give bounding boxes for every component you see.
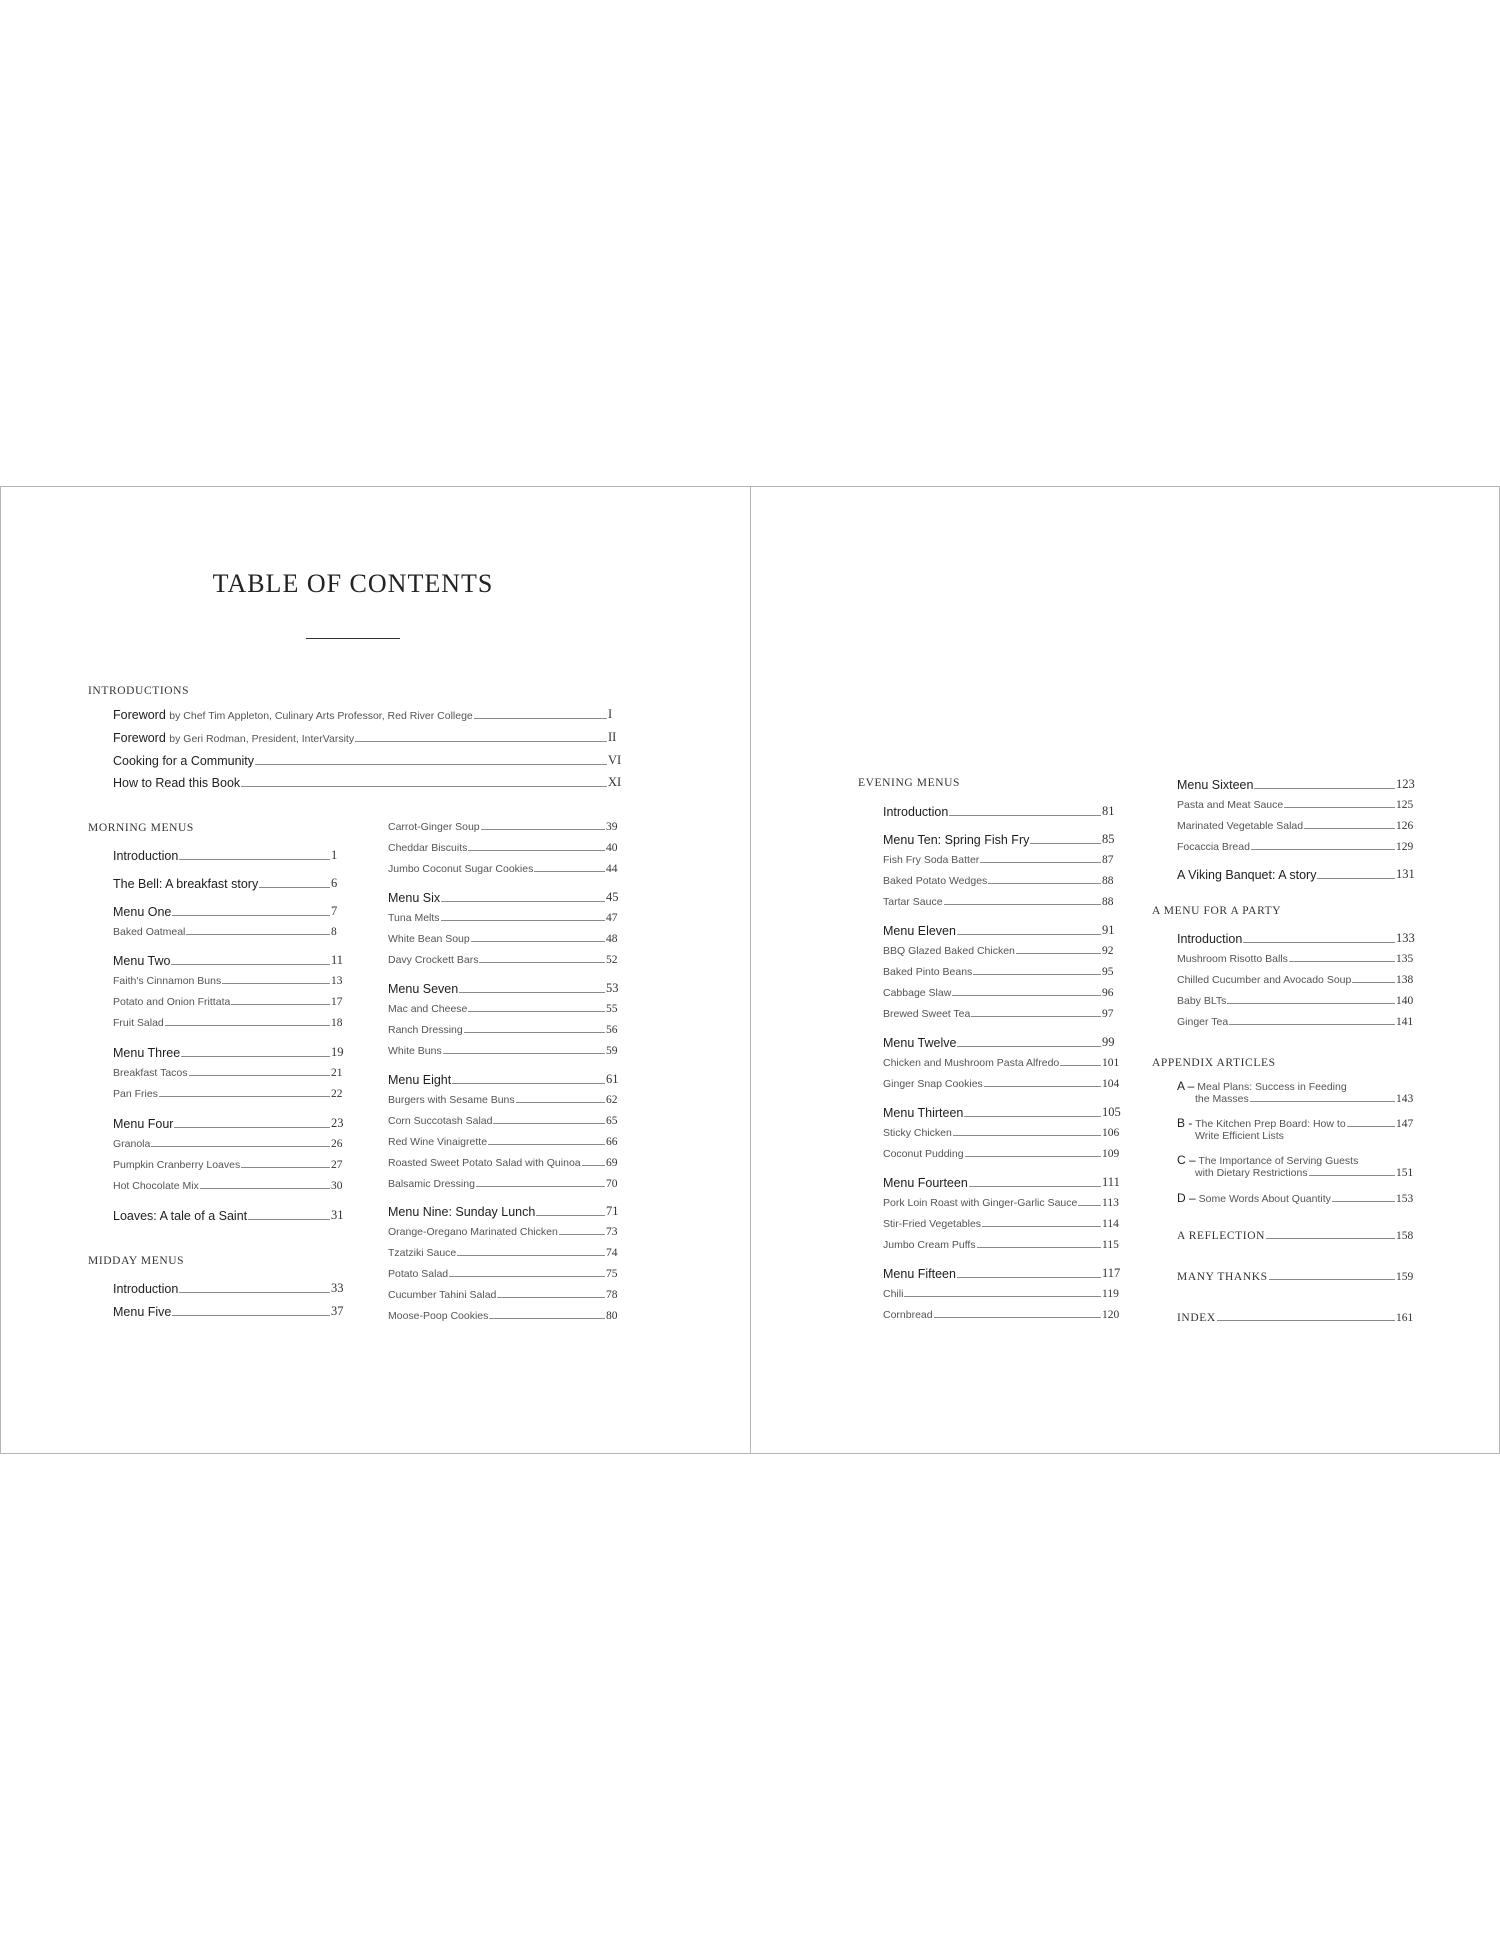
toc-page-number: 133	[1396, 931, 1415, 945]
toc-page-number: 158	[1396, 1230, 1414, 1242]
toc-page-number: 140	[1396, 995, 1414, 1007]
dot-leader	[449, 1276, 605, 1277]
toc-page-number: 95	[1102, 966, 1114, 978]
dot-leader	[1309, 1175, 1395, 1176]
toc-entry[interactable]: Burgers with Sesame Buns 62	[388, 1094, 618, 1106]
toc-page-number: 70	[606, 1178, 618, 1190]
toc-page-number: 109	[1102, 1148, 1120, 1160]
toc-entry[interactable]: Tzatziki Sauce 74	[388, 1247, 618, 1259]
toc-entry[interactable]: Orange-Oregano Marinated Chicken 73	[388, 1226, 618, 1238]
toc-entry[interactable]: Balsamic Dressing 70	[388, 1178, 618, 1190]
toc-entry[interactable]: Red Wine Vinaigrette 66	[388, 1136, 618, 1148]
toc-page-number: 21	[331, 1067, 343, 1079]
toc-entry[interactable]: Focaccia Bread 129	[1177, 841, 1414, 853]
toc-page-number: 101	[1102, 1057, 1120, 1069]
toc-entry[interactable]: Chicken and Mushroom Pasta Alfredo 101	[883, 1057, 1120, 1069]
dot-leader	[1289, 961, 1395, 962]
toc-page-number: 23	[331, 1116, 344, 1130]
toc-page-number: 161	[1396, 1312, 1414, 1324]
section-heading-introductions: INTRODUCTIONS	[88, 685, 190, 697]
toc-page-number: II	[608, 730, 617, 744]
toc-page-number: 141	[1396, 1016, 1414, 1028]
toc-entry[interactable]: Menu Fourteen 111	[883, 1175, 1120, 1190]
toc-page-number: 71	[606, 1204, 619, 1218]
toc-entry[interactable]: Chili 119	[883, 1288, 1119, 1300]
dot-leader	[468, 850, 605, 851]
dot-leader	[165, 1025, 330, 1026]
dot-leader	[441, 901, 605, 902]
toc-entry[interactable]: Pork Loin Roast with Ginger-Garlic Sauce 113	[883, 1197, 1119, 1209]
toc-entry[interactable]: Menu Six 45	[388, 890, 619, 905]
toc-entry[interactable]: Hot Chocolate Mix 30	[113, 1180, 343, 1192]
toc-entry-index[interactable]: INDEX 161	[1177, 1312, 1414, 1324]
dot-leader	[174, 1127, 330, 1128]
toc-page-number: 30	[331, 1180, 343, 1192]
dot-leader	[355, 741, 607, 742]
dot-leader	[441, 920, 605, 921]
left-page	[0, 486, 751, 1454]
dot-leader	[973, 974, 1101, 975]
toc-entry[interactable]: Ranch Dressing 56	[388, 1024, 618, 1036]
toc-page-number: VI	[608, 753, 622, 767]
toc-page-number: 39	[606, 821, 618, 833]
dot-leader	[481, 829, 605, 830]
toc-entry[interactable]: Brewed Sweet Tea 97	[883, 1008, 1120, 1020]
toc-page-number: 26	[331, 1138, 343, 1150]
toc-entry[interactable]: Ginger Tea 141	[1177, 1016, 1414, 1028]
toc-page-number: 129	[1396, 841, 1414, 853]
dot-leader	[479, 962, 605, 963]
dot-leader	[241, 786, 607, 787]
toc-entry[interactable]: Coconut Pudding 109	[883, 1148, 1120, 1160]
dot-leader	[1016, 953, 1101, 954]
toc-page-number: 73	[606, 1226, 618, 1238]
dot-leader	[171, 964, 330, 965]
dot-leader	[1332, 1201, 1395, 1202]
toc-entry[interactable]: Menu Five 37	[113, 1304, 344, 1319]
dot-leader	[1250, 1101, 1395, 1102]
appendix-entry[interactable]: A – Meal Plans: Success in Feeding the Masses 143	[1177, 1079, 1414, 1105]
toc-entry[interactable]: Jumbo Cream Puffs 115	[883, 1239, 1119, 1251]
toc-entry[interactable]: Fish Fry Soda Batter 87	[883, 854, 1120, 866]
toc-page-number: 91	[1102, 923, 1115, 937]
dot-leader	[1352, 982, 1395, 983]
toc-entry[interactable]: Introduction 133	[1177, 931, 1415, 946]
toc-page-number: 138	[1396, 974, 1414, 986]
toc-entry[interactable]: Tartar Sauce 88	[883, 896, 1120, 908]
dot-leader	[457, 1255, 605, 1256]
toc-page-number: 80	[606, 1310, 618, 1322]
toc-entry[interactable]: Menu Two 11	[113, 953, 344, 968]
toc-page-number: 45	[606, 890, 619, 904]
toc-entry[interactable]: Baked Pinto Beans 95	[883, 966, 1120, 978]
dot-leader	[452, 1083, 605, 1084]
toc-entry[interactable]: Baked Potato Wedges 88	[883, 875, 1120, 887]
dot-leader	[464, 1032, 605, 1033]
toc-entry[interactable]: Menu Fifteen 117	[883, 1266, 1121, 1281]
toc-page-number: 56	[606, 1024, 618, 1036]
toc-entry[interactable]	[113, 753, 622, 768]
toc-entry[interactable]: Menu Four 23	[113, 1116, 344, 1131]
toc-entry[interactable]: Menu Seven 53	[388, 981, 619, 996]
dot-leader	[1317, 878, 1395, 879]
toc-entry[interactable]: Menu Eleven 91	[883, 923, 1120, 938]
toc-entry[interactable]: Chilled Cucumber and Avocado Soup 138	[1177, 974, 1414, 986]
dot-leader	[1269, 1279, 1395, 1280]
dot-leader	[471, 941, 605, 942]
dot-leader	[476, 1186, 605, 1187]
toc-page-number: 111	[1102, 1175, 1120, 1189]
dot-leader	[172, 915, 330, 916]
toc-entry[interactable]: Cornbread 120	[883, 1309, 1120, 1321]
toc-entry[interactable]: Menu Ten: Spring Fish Fry 85	[883, 832, 1120, 847]
toc-page-number: 88	[1102, 896, 1114, 908]
dot-leader	[493, 1123, 605, 1124]
toc-page-number: 69	[606, 1157, 618, 1169]
dot-leader	[1251, 849, 1395, 850]
toc-page-number: 6	[331, 876, 338, 890]
dot-leader	[957, 1046, 1101, 1047]
toc-page-number: 66	[606, 1136, 618, 1148]
dot-leader	[443, 1053, 605, 1054]
dot-leader	[957, 1277, 1101, 1278]
toc-page-number: 105	[1102, 1105, 1121, 1119]
dot-leader	[151, 1146, 330, 1147]
dot-leader	[179, 859, 330, 860]
dot-leader	[172, 1315, 330, 1316]
toc-entry[interactable]: Introduction 33	[113, 1281, 344, 1296]
toc-entry-thanks[interactable]: MANY THANKS 159	[1177, 1271, 1414, 1283]
toc-entry[interactable]: Faith's Cinnamon Buns 13	[113, 975, 343, 987]
right-page	[750, 486, 1500, 1454]
toc-entry[interactable]: Moose-Poop Cookies 80	[388, 1310, 618, 1322]
appendix-entry[interactable]: B - The Kitchen Prep Board: How to 147 Write Efficient Lists	[1177, 1116, 1414, 1142]
toc-entry[interactable]: Jumbo Coconut Sugar Cookies 44	[388, 863, 618, 875]
dot-leader	[971, 1016, 1101, 1017]
dot-leader	[957, 934, 1101, 935]
toc-page-number: XI	[608, 775, 622, 789]
toc-page-number: 126	[1396, 820, 1414, 832]
toc-page-number: 113	[1102, 1197, 1119, 1209]
dot-leader	[980, 862, 1101, 863]
dot-leader	[964, 1116, 1101, 1117]
dot-leader	[982, 1226, 1101, 1227]
toc-entry[interactable]: Menu Three 19	[113, 1045, 344, 1060]
dot-leader	[159, 1096, 330, 1097]
toc-entry[interactable]: White Buns 59	[388, 1045, 618, 1057]
toc-entry[interactable]: Cucumber Tahini Salad 78	[388, 1289, 618, 1301]
dot-leader	[179, 1292, 330, 1293]
dot-leader	[181, 1056, 330, 1057]
toc-page-number: 59	[606, 1045, 618, 1057]
dot-leader	[1229, 1024, 1395, 1025]
toc-entry[interactable]: White Bean Soup 48	[388, 933, 618, 945]
toc-page-number: 22	[331, 1088, 343, 1100]
toc-entry[interactable]: Menu Twelve 99	[883, 1035, 1120, 1050]
dot-leader	[489, 1318, 605, 1319]
toc-entry-title: Foreword by Chef Tim Appleton, Culinary Arts Professor, Red River College	[113, 708, 473, 722]
toc-page-number: 65	[606, 1115, 618, 1127]
dot-leader	[1347, 1126, 1395, 1127]
toc-page-number: 106	[1102, 1127, 1120, 1139]
dot-leader	[1254, 788, 1395, 789]
toc-page-number: 114	[1102, 1218, 1119, 1230]
section-heading-midday: MIDDAY MENUS	[88, 1255, 185, 1267]
toc-entry[interactable]: Fruit Salad 18	[113, 1017, 343, 1029]
toc-page-number: 143	[1396, 1093, 1414, 1105]
toc-entry[interactable]: BBQ Glazed Baked Chicken 92	[883, 945, 1120, 957]
dot-leader	[1284, 807, 1395, 808]
section-heading-morning: MORNING MENUS	[88, 822, 194, 834]
toc-page-number: 18	[331, 1017, 343, 1029]
toc-page-number: 159	[1396, 1271, 1414, 1283]
dot-leader	[248, 1219, 330, 1220]
toc-entry[interactable]: Davy Crockett Bars 52	[388, 954, 618, 966]
toc-entry[interactable]: Menu One 7	[113, 904, 343, 919]
toc-page-number: 135	[1396, 953, 1414, 965]
toc-page-number: 125	[1396, 799, 1414, 811]
dot-leader	[1060, 1065, 1101, 1066]
dot-leader	[222, 983, 330, 984]
dot-leader	[988, 883, 1101, 884]
toc-page-number: 119	[1102, 1288, 1119, 1300]
toc-entry[interactable]: Menu Thirteen 105	[883, 1105, 1121, 1120]
dot-leader	[984, 1086, 1101, 1087]
toc-page-number: 53	[606, 981, 619, 995]
page-title: TABLE OF CONTENTS	[212, 569, 494, 598]
dot-leader	[459, 992, 605, 993]
toc-entry[interactable]: Tuna Melts 47	[388, 912, 618, 924]
toc-page-number: 81	[1102, 804, 1115, 818]
toc-entry[interactable]: Menu Sixteen 123	[1177, 777, 1415, 792]
toc-entry[interactable]: Introduction 1	[113, 848, 343, 863]
toc-page-number: 120	[1102, 1309, 1120, 1321]
toc-page-number: 88	[1102, 875, 1114, 887]
toc-entry-reflection[interactable]: A REFLECTION 158	[1177, 1230, 1414, 1242]
toc-page-number: 44	[606, 863, 618, 875]
toc-page-number: 96	[1102, 987, 1114, 999]
toc-entry[interactable]	[113, 730, 618, 745]
dot-leader	[186, 934, 330, 935]
toc-page-number: 104	[1102, 1078, 1120, 1090]
dot-leader	[497, 1297, 605, 1298]
dot-leader	[1030, 843, 1101, 844]
appendix-entry[interactable]: D – Some Words About Quantity 153	[1177, 1191, 1414, 1205]
toc-page-number: I	[608, 707, 613, 721]
toc-entry[interactable]: Pumpkin Cranberry Loaves 27	[113, 1159, 343, 1171]
dot-leader	[1243, 942, 1395, 943]
dot-leader	[241, 1167, 330, 1168]
toc-entry[interactable]: Carrot-Ginger Soup 39	[388, 821, 618, 833]
toc-page-number: 31	[331, 1208, 344, 1222]
toc-page-number: 75	[606, 1268, 618, 1280]
toc-page-number: 48	[606, 933, 618, 945]
toc-page-number: 11	[331, 953, 344, 967]
dot-leader	[1078, 1205, 1101, 1206]
toc-page-number: 47	[606, 912, 618, 924]
title-divider	[306, 638, 400, 639]
toc-entry-title: Cooking for a Community	[113, 754, 255, 768]
toc-entry[interactable]: Introduction 81	[883, 804, 1120, 819]
toc-page-number: 33	[331, 1281, 344, 1295]
toc-page-number: 151	[1396, 1167, 1414, 1179]
dot-leader	[944, 904, 1101, 905]
dot-leader	[969, 1186, 1101, 1187]
toc-entry[interactable]: Loaves: A tale of a Saint 31	[113, 1208, 344, 1223]
toc-entry[interactable]: Sticky Chicken 106	[883, 1127, 1120, 1139]
toc-page-number: 147	[1396, 1118, 1414, 1130]
toc-entry[interactable]: Potato and Onion Frittata 17	[113, 996, 343, 1008]
toc-page-number: 85	[1102, 832, 1115, 846]
dot-leader	[952, 995, 1101, 996]
toc-entry[interactable]: Cheddar Biscuits 40	[388, 842, 618, 854]
toc-entry[interactable]: Breakfast Tacos 21	[113, 1067, 343, 1079]
toc-entry[interactable]: Menu Eight 61	[388, 1072, 619, 1087]
toc-page-number: 78	[606, 1289, 618, 1301]
dot-leader	[977, 1247, 1101, 1248]
dot-leader	[904, 1296, 1101, 1297]
toc-entry[interactable]: Pan Fries 22	[113, 1088, 343, 1100]
section-heading-party: A MENU FOR A PARTY	[1152, 905, 1282, 917]
toc-page-number: 99	[1102, 1035, 1115, 1049]
toc-page-number: 27	[331, 1159, 343, 1171]
dot-leader	[474, 718, 607, 719]
dot-leader	[582, 1165, 605, 1166]
dot-leader	[1266, 1238, 1395, 1239]
toc-entry[interactable]: Menu Nine: Sunday Lunch 71	[388, 1204, 619, 1219]
dot-leader	[231, 1004, 330, 1005]
toc-page-number: 115	[1102, 1239, 1119, 1251]
toc-entry[interactable]: Baked Oatmeal 8	[113, 926, 343, 938]
section-heading-evening: EVENING MENUS	[858, 777, 961, 789]
dot-leader	[255, 764, 607, 765]
toc-page-number: 52	[606, 954, 618, 966]
toc-page-number: 37	[331, 1304, 344, 1318]
section-heading-appendix: APPENDIX ARTICLES	[1152, 1057, 1276, 1069]
toc-page-number: 131	[1396, 867, 1415, 881]
toc-page-number: 19	[331, 1045, 344, 1059]
toc-entry[interactable]	[113, 775, 622, 790]
toc-page-number: 97	[1102, 1008, 1114, 1020]
toc-entry[interactable]: Pasta and Meat Sauce 125	[1177, 799, 1414, 811]
dot-leader	[468, 1011, 605, 1012]
dot-leader	[534, 871, 605, 872]
toc-entry[interactable]: Corn Succotash Salad 65	[388, 1115, 618, 1127]
dot-leader	[949, 815, 1101, 816]
toc-page-number: 1	[331, 848, 338, 862]
toc-page-number: 7	[331, 904, 338, 918]
dot-leader	[559, 1234, 605, 1235]
toc-page-number: 123	[1396, 777, 1415, 791]
toc-entry[interactable]: Potato Salad 75	[388, 1268, 618, 1280]
toc-entry[interactable]: Stir-Fried Vegetables 114	[883, 1218, 1119, 1230]
toc-page-number: 13	[331, 975, 343, 987]
toc-page-number: 55	[606, 1003, 618, 1015]
toc-page-number: 153	[1396, 1193, 1414, 1205]
dot-leader	[1227, 1003, 1395, 1004]
toc-page-number: 61	[606, 1072, 619, 1086]
toc-page-number: 117	[1102, 1266, 1121, 1280]
dot-leader	[516, 1102, 605, 1103]
dot-leader	[953, 1135, 1101, 1136]
toc-entry[interactable]: Roasted Sweet Potato Salad with Quinoa 69	[388, 1157, 618, 1169]
toc-entry[interactable]: Mushroom Risotto Balls 135	[1177, 953, 1414, 965]
toc-page-number: 40	[606, 842, 618, 854]
toc-page-number: 92	[1102, 945, 1114, 957]
toc-entry[interactable]: Granola 26	[113, 1138, 343, 1150]
dot-leader	[1304, 828, 1395, 829]
toc-entry[interactable]: Marinated Vegetable Salad 126	[1177, 820, 1414, 832]
toc-page-number: 17	[331, 996, 343, 1008]
toc-entry-title: Foreword by Geri Rodman, President, InterVarsity	[113, 731, 355, 745]
dot-leader	[1217, 1320, 1395, 1321]
toc-entry-title: How to Read this Book	[113, 776, 241, 790]
dot-leader	[189, 1075, 330, 1076]
toc-entry[interactable]: Baby BLTs 140	[1177, 995, 1414, 1007]
toc-page-number: 8	[331, 926, 337, 938]
toc-page-number: 74	[606, 1247, 618, 1259]
toc-entry[interactable]: The Bell: A breakfast story 6	[113, 876, 343, 891]
dot-leader	[934, 1317, 1101, 1318]
book-spread	[0, 486, 1500, 1456]
toc-page-number: 62	[606, 1094, 618, 1106]
toc-entry[interactable]: Cabbage Slaw 96	[883, 987, 1120, 999]
dot-leader	[536, 1215, 605, 1216]
toc-entry[interactable]	[113, 707, 618, 722]
toc-entry[interactable]: Mac and Cheese 55	[388, 1003, 618, 1015]
dot-leader	[259, 887, 330, 888]
dot-leader	[488, 1144, 605, 1145]
toc-entry[interactable]: Ginger Snap Cookies 104	[883, 1078, 1120, 1090]
toc-entry[interactable]: A Viking Banquet: A story 131	[1177, 867, 1415, 882]
toc-page-number: 87	[1102, 854, 1114, 866]
appendix-entry[interactable]: C – The Importance of Serving Guests with Dietary Restrictions 151	[1177, 1153, 1414, 1179]
dot-leader	[200, 1188, 330, 1189]
dot-leader	[965, 1156, 1101, 1157]
